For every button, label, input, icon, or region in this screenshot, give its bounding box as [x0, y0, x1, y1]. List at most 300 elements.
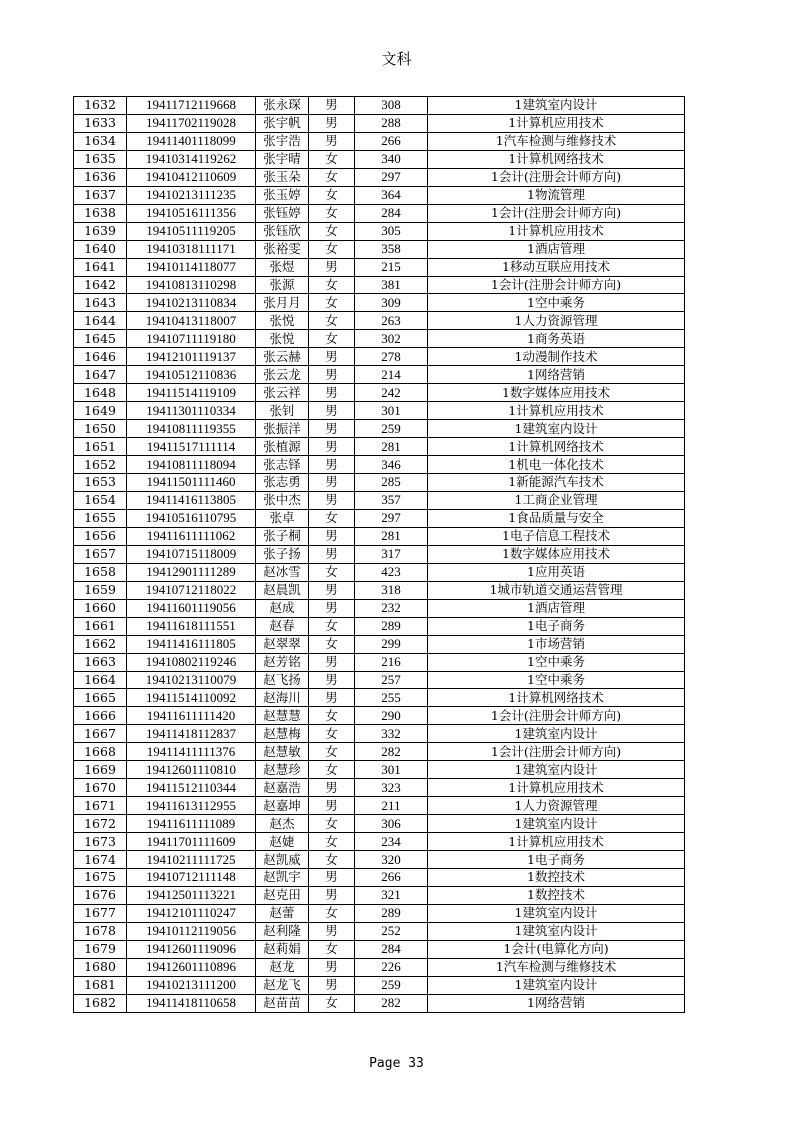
gender-cell: 男 — [309, 868, 355, 886]
row-number-cell: 1682 — [74, 994, 127, 1012]
gender-cell: 女 — [309, 815, 355, 833]
major-cell: 1数控技术 — [428, 868, 685, 886]
exam-id-cell: 19411411111376 — [127, 743, 256, 761]
student-name-cell: 张卓 — [256, 509, 309, 527]
row-number-cell: 1679 — [74, 940, 127, 958]
table-row — [74, 761, 685, 779]
score-cell: 288 — [355, 114, 428, 132]
table-row — [74, 97, 685, 115]
student-name-cell: 赵飞扬 — [256, 671, 309, 689]
student-name-cell: 张源 — [256, 276, 309, 294]
major-cell: 1计算机网络技术 — [428, 438, 685, 456]
exam-id-cell: 19410813110298 — [127, 276, 256, 294]
student-name-cell: 张钰欣 — [256, 222, 309, 240]
student-name-cell: 张宇晴 — [256, 150, 309, 168]
row-number-cell: 1671 — [74, 797, 127, 815]
gender-cell: 女 — [309, 204, 355, 222]
exam-id-cell: 19412901111289 — [127, 563, 256, 581]
table-row — [74, 348, 685, 366]
gender-cell: 女 — [309, 240, 355, 258]
table-row — [74, 868, 685, 886]
row-number-cell: 1656 — [74, 527, 127, 545]
page-number: Page 33 — [369, 1056, 424, 1071]
exam-id-cell: 19410516110795 — [127, 509, 256, 527]
gender-cell: 女 — [309, 509, 355, 527]
row-number-cell: 1644 — [74, 312, 127, 330]
major-cell: 1计算机网络技术 — [428, 150, 685, 168]
score-cell: 252 — [355, 922, 428, 940]
score-cell: 346 — [355, 456, 428, 474]
score-cell: 285 — [355, 474, 428, 492]
gender-cell: 女 — [309, 294, 355, 312]
gender-cell: 男 — [309, 348, 355, 366]
row-number-cell: 1660 — [74, 599, 127, 617]
table-row — [74, 851, 685, 869]
score-cell: 423 — [355, 563, 428, 581]
major-cell: 1会计(注册会计师方向) — [428, 168, 685, 186]
exam-id-cell: 19410213110834 — [127, 294, 256, 312]
gender-cell: 男 — [309, 797, 355, 815]
table-row — [74, 779, 685, 797]
exam-id-cell: 19412101110247 — [127, 904, 256, 922]
exam-id-cell: 19412601119096 — [127, 940, 256, 958]
score-cell: 282 — [355, 743, 428, 761]
exam-id-cell: 19411611111420 — [127, 707, 256, 725]
score-cell: 226 — [355, 958, 428, 976]
student-name-cell: 赵龙 — [256, 958, 309, 976]
row-number-cell: 1657 — [74, 545, 127, 563]
score-cell: 281 — [355, 438, 428, 456]
score-cell: 266 — [355, 132, 428, 150]
exam-id-cell: 19410213110079 — [127, 671, 256, 689]
exam-id-cell: 19411501111460 — [127, 474, 256, 492]
gender-cell: 女 — [309, 312, 355, 330]
page-header-title: 文科 — [381, 50, 412, 68]
student-name-cell: 赵婕 — [256, 833, 309, 851]
gender-cell: 女 — [309, 851, 355, 869]
exam-id-cell: 19411601119056 — [127, 599, 256, 617]
gender-cell: 男 — [309, 438, 355, 456]
table-row — [74, 922, 685, 940]
row-number-cell: 1639 — [74, 222, 127, 240]
student-name-cell: 赵龙飞 — [256, 976, 309, 994]
major-cell: 1数字媒体应用技术 — [428, 384, 685, 402]
table-row — [74, 509, 685, 527]
gender-cell: 男 — [309, 456, 355, 474]
gender-cell: 男 — [309, 599, 355, 617]
score-cell: 318 — [355, 581, 428, 599]
exam-id-cell: 19412601110896 — [127, 958, 256, 976]
table-row — [74, 976, 685, 994]
exam-id-cell: 19411712119668 — [127, 97, 256, 115]
exam-id-cell: 19411401118099 — [127, 132, 256, 150]
gender-cell: 男 — [309, 384, 355, 402]
row-number-cell: 1653 — [74, 474, 127, 492]
table-row — [74, 545, 685, 563]
gender-cell: 男 — [309, 114, 355, 132]
exam-id-cell: 19410811118094 — [127, 456, 256, 474]
student-name-cell: 张中杰 — [256, 491, 309, 509]
student-name-cell: 赵春 — [256, 617, 309, 635]
exam-id-cell: 19411701111609 — [127, 833, 256, 851]
score-cell: 263 — [355, 312, 428, 330]
gender-cell: 女 — [309, 940, 355, 958]
student-name-cell: 赵冰雪 — [256, 563, 309, 581]
exam-id-cell: 19410511119205 — [127, 222, 256, 240]
score-cell: 302 — [355, 330, 428, 348]
student-name-cell: 赵莉娟 — [256, 940, 309, 958]
gender-cell: 男 — [309, 779, 355, 797]
table-row — [74, 815, 685, 833]
major-cell: 1酒店管理 — [428, 599, 685, 617]
student-name-cell: 赵蕾 — [256, 904, 309, 922]
score-cell: 308 — [355, 97, 428, 115]
score-cell: 211 — [355, 797, 428, 815]
student-name-cell: 赵凯宇 — [256, 868, 309, 886]
row-number-cell: 1667 — [74, 725, 127, 743]
row-number-cell: 1636 — [74, 168, 127, 186]
gender-cell: 男 — [309, 474, 355, 492]
exam-id-cell: 19410512110836 — [127, 366, 256, 384]
major-cell: 1应用英语 — [428, 563, 685, 581]
major-cell: 1食品质量与安全 — [428, 509, 685, 527]
row-number-cell: 1637 — [74, 186, 127, 204]
row-number-cell: 1651 — [74, 438, 127, 456]
score-cell: 364 — [355, 186, 428, 204]
student-name-cell: 赵利隆 — [256, 922, 309, 940]
table-row — [74, 438, 685, 456]
row-number-cell: 1634 — [74, 132, 127, 150]
student-name-cell: 张钊 — [256, 402, 309, 420]
row-number-cell: 1645 — [74, 330, 127, 348]
student-name-cell: 赵克田 — [256, 886, 309, 904]
student-name-cell: 张玉朵 — [256, 168, 309, 186]
table-row — [74, 276, 685, 294]
student-name-cell: 赵嘉坤 — [256, 797, 309, 815]
exam-id-cell: 19410811119355 — [127, 420, 256, 438]
exam-id-cell: 19410114118077 — [127, 258, 256, 276]
row-number-cell: 1663 — [74, 653, 127, 671]
score-cell: 323 — [355, 779, 428, 797]
table-row — [74, 312, 685, 330]
row-number-cell: 1678 — [74, 922, 127, 940]
gender-cell: 女 — [309, 707, 355, 725]
exam-id-cell: 19411514110092 — [127, 689, 256, 707]
table-row — [74, 833, 685, 851]
major-cell: 1空中乘务 — [428, 671, 685, 689]
gender-cell: 女 — [309, 743, 355, 761]
row-number-cell: 1658 — [74, 563, 127, 581]
student-name-cell: 赵慧慧 — [256, 707, 309, 725]
student-name-cell: 赵杰 — [256, 815, 309, 833]
exam-id-cell: 19410211111725 — [127, 851, 256, 869]
gender-cell: 男 — [309, 922, 355, 940]
table-row — [74, 456, 685, 474]
table-row — [74, 707, 685, 725]
gender-cell: 女 — [309, 150, 355, 168]
table-row — [74, 132, 685, 150]
gender-cell: 女 — [309, 761, 355, 779]
student-name-cell: 张宇帆 — [256, 114, 309, 132]
gender-cell: 男 — [309, 132, 355, 150]
table-row — [74, 240, 685, 258]
table-row — [74, 168, 685, 186]
exam-id-cell: 19412501113221 — [127, 886, 256, 904]
table-row — [74, 491, 685, 509]
row-number-cell: 1661 — [74, 617, 127, 635]
exam-id-cell: 19410112119056 — [127, 922, 256, 940]
student-name-cell: 张永琛 — [256, 97, 309, 115]
student-name-cell: 张振洋 — [256, 420, 309, 438]
row-number-cell: 1650 — [74, 420, 127, 438]
score-cell: 289 — [355, 617, 428, 635]
major-cell: 1城市轨道交通运营管理 — [428, 581, 685, 599]
row-number-cell: 1664 — [74, 671, 127, 689]
exam-id-cell: 19411611111089 — [127, 815, 256, 833]
major-cell: 1数字媒体应用技术 — [428, 545, 685, 563]
major-cell: 1电子商务 — [428, 617, 685, 635]
row-number-cell: 1646 — [74, 348, 127, 366]
table-row — [74, 653, 685, 671]
row-number-cell: 1635 — [74, 150, 127, 168]
exam-id-cell: 19411512110344 — [127, 779, 256, 797]
exam-id-cell: 19410318111171 — [127, 240, 256, 258]
student-name-cell: 张云龙 — [256, 366, 309, 384]
student-name-cell: 张玉婷 — [256, 186, 309, 204]
major-cell: 1人力资源管理 — [428, 312, 685, 330]
major-cell: 1计算机应用技术 — [428, 222, 685, 240]
score-cell: 232 — [355, 599, 428, 617]
student-name-cell: 赵苗苗 — [256, 994, 309, 1012]
major-cell: 1计算机应用技术 — [428, 833, 685, 851]
table-row — [74, 797, 685, 815]
major-cell: 1建筑室内设计 — [428, 725, 685, 743]
score-cell: 216 — [355, 653, 428, 671]
exam-id-cell: 19412601110810 — [127, 761, 256, 779]
major-cell: 1建筑室内设计 — [428, 815, 685, 833]
student-name-cell: 赵慧敏 — [256, 743, 309, 761]
student-name-cell: 赵成 — [256, 599, 309, 617]
score-cell: 301 — [355, 402, 428, 420]
major-cell: 1机电一体化技术 — [428, 456, 685, 474]
gender-cell: 女 — [309, 904, 355, 922]
score-cell: 305 — [355, 222, 428, 240]
exam-id-cell: 19411618111551 — [127, 617, 256, 635]
student-name-cell: 赵慧珍 — [256, 761, 309, 779]
gender-cell: 女 — [309, 168, 355, 186]
gender-cell: 男 — [309, 97, 355, 115]
table-row — [74, 527, 685, 545]
score-cell: 317 — [355, 545, 428, 563]
student-name-cell: 赵芳铭 — [256, 653, 309, 671]
score-cell: 214 — [355, 366, 428, 384]
row-number-cell: 1659 — [74, 581, 127, 599]
major-cell: 1计算机网络技术 — [428, 689, 685, 707]
score-cell: 301 — [355, 761, 428, 779]
score-cell: 321 — [355, 886, 428, 904]
row-number-cell: 1652 — [74, 456, 127, 474]
row-number-cell: 1648 — [74, 384, 127, 402]
row-number-cell: 1680 — [74, 958, 127, 976]
exam-id-cell: 19412101119137 — [127, 348, 256, 366]
exam-id-cell: 19410711119180 — [127, 330, 256, 348]
major-cell: 1空中乘务 — [428, 294, 685, 312]
major-cell: 1计算机应用技术 — [428, 402, 685, 420]
row-number-cell: 1654 — [74, 491, 127, 509]
score-cell: 289 — [355, 904, 428, 922]
student-name-cell: 张裕雯 — [256, 240, 309, 258]
table-row — [74, 366, 685, 384]
score-cell: 259 — [355, 976, 428, 994]
student-name-cell: 张云祥 — [256, 384, 309, 402]
score-cell: 297 — [355, 168, 428, 186]
major-cell: 1计算机应用技术 — [428, 114, 685, 132]
table-row — [74, 599, 685, 617]
gender-cell: 男 — [309, 653, 355, 671]
table-row — [74, 904, 685, 922]
table-row — [74, 114, 685, 132]
score-cell: 259 — [355, 420, 428, 438]
score-cell: 255 — [355, 689, 428, 707]
table-row — [74, 420, 685, 438]
major-cell: 1新能源汽车技术 — [428, 474, 685, 492]
student-name-cell: 赵海川 — [256, 689, 309, 707]
gender-cell: 男 — [309, 958, 355, 976]
gender-cell: 男 — [309, 886, 355, 904]
gender-cell: 男 — [309, 366, 355, 384]
table-row — [74, 635, 685, 653]
exam-id-cell: 19410715118009 — [127, 545, 256, 563]
table-row — [74, 258, 685, 276]
gender-cell: 男 — [309, 671, 355, 689]
row-number-cell: 1640 — [74, 240, 127, 258]
table-row — [74, 384, 685, 402]
major-cell: 1电子信息工程技术 — [428, 527, 685, 545]
student-name-cell: 张钰婷 — [256, 204, 309, 222]
exam-id-cell: 19411416113805 — [127, 491, 256, 509]
row-number-cell: 1647 — [74, 366, 127, 384]
major-cell: 1会计(注册会计师方向) — [428, 204, 685, 222]
gender-cell: 女 — [309, 833, 355, 851]
gender-cell: 男 — [309, 420, 355, 438]
table-row — [74, 222, 685, 240]
row-number-cell: 1642 — [74, 276, 127, 294]
table-row — [74, 725, 685, 743]
table-row — [74, 563, 685, 581]
score-cell: 357 — [355, 491, 428, 509]
row-number-cell: 1633 — [74, 114, 127, 132]
score-cell: 284 — [355, 204, 428, 222]
major-cell: 1计算机应用技术 — [428, 779, 685, 797]
student-name-cell: 赵嘉浩 — [256, 779, 309, 797]
gender-cell: 男 — [309, 258, 355, 276]
student-name-cell: 张宇浩 — [256, 132, 309, 150]
row-number-cell: 1674 — [74, 851, 127, 869]
exam-id-cell: 19411517111114 — [127, 438, 256, 456]
exam-id-cell: 19411418112837 — [127, 725, 256, 743]
row-number-cell: 1676 — [74, 886, 127, 904]
major-cell: 1网络营销 — [428, 366, 685, 384]
gender-cell: 女 — [309, 276, 355, 294]
table-row — [74, 294, 685, 312]
major-cell: 1人力资源管理 — [428, 797, 685, 815]
row-number-cell: 1681 — [74, 976, 127, 994]
table-row — [74, 402, 685, 420]
major-cell: 1工商企业管理 — [428, 491, 685, 509]
major-cell: 1会计(注册会计师方向) — [428, 276, 685, 294]
score-cell: 306 — [355, 815, 428, 833]
row-number-cell: 1665 — [74, 689, 127, 707]
gender-cell: 女 — [309, 186, 355, 204]
major-cell: 1建筑室内设计 — [428, 904, 685, 922]
major-cell: 1酒店管理 — [428, 240, 685, 258]
major-cell: 1空中乘务 — [428, 653, 685, 671]
gender-cell: 男 — [309, 402, 355, 420]
score-cell: 299 — [355, 635, 428, 653]
admission-roster-table — [73, 96, 685, 1013]
exam-id-cell: 19411418110658 — [127, 994, 256, 1012]
major-cell: 1会计(电算化方向) — [428, 940, 685, 958]
major-cell: 1市场营销 — [428, 635, 685, 653]
major-cell: 1动漫制作技术 — [428, 348, 685, 366]
exam-id-cell: 19410712111148 — [127, 868, 256, 886]
table-row — [74, 330, 685, 348]
score-cell: 266 — [355, 868, 428, 886]
score-cell: 242 — [355, 384, 428, 402]
score-cell: 278 — [355, 348, 428, 366]
major-cell: 1汽车检测与维修技术 — [428, 958, 685, 976]
table-row — [74, 743, 685, 761]
row-number-cell: 1677 — [74, 904, 127, 922]
score-cell: 215 — [355, 258, 428, 276]
student-name-cell: 张悦 — [256, 330, 309, 348]
row-number-cell: 1672 — [74, 815, 127, 833]
student-name-cell: 张云赫 — [256, 348, 309, 366]
major-cell: 1电子商务 — [428, 851, 685, 869]
row-number-cell: 1638 — [74, 204, 127, 222]
exam-id-cell: 19411514119109 — [127, 384, 256, 402]
table-row — [74, 958, 685, 976]
row-number-cell: 1675 — [74, 868, 127, 886]
student-name-cell: 张植源 — [256, 438, 309, 456]
student-name-cell: 张志铎 — [256, 456, 309, 474]
major-cell: 1建筑室内设计 — [428, 97, 685, 115]
gender-cell: 女 — [309, 635, 355, 653]
gender-cell: 男 — [309, 527, 355, 545]
table-row — [74, 994, 685, 1012]
score-cell: 358 — [355, 240, 428, 258]
student-name-cell: 张煜 — [256, 258, 309, 276]
table-row — [74, 671, 685, 689]
gender-cell: 男 — [309, 491, 355, 509]
gender-cell: 男 — [309, 545, 355, 563]
student-name-cell: 赵凯威 — [256, 851, 309, 869]
student-name-cell: 赵翠翠 — [256, 635, 309, 653]
exam-id-cell: 19410413118007 — [127, 312, 256, 330]
row-number-cell: 1669 — [74, 761, 127, 779]
table-row — [74, 474, 685, 492]
score-cell: 297 — [355, 509, 428, 527]
major-cell: 1网络营销 — [428, 994, 685, 1012]
major-cell: 1会计(注册会计师方向) — [428, 707, 685, 725]
major-cell: 1商务英语 — [428, 330, 685, 348]
gender-cell: 女 — [309, 994, 355, 1012]
row-number-cell: 1666 — [74, 707, 127, 725]
gender-cell: 男 — [309, 689, 355, 707]
student-name-cell: 赵慧梅 — [256, 725, 309, 743]
row-number-cell: 1632 — [74, 97, 127, 115]
major-cell: 1建筑室内设计 — [428, 976, 685, 994]
